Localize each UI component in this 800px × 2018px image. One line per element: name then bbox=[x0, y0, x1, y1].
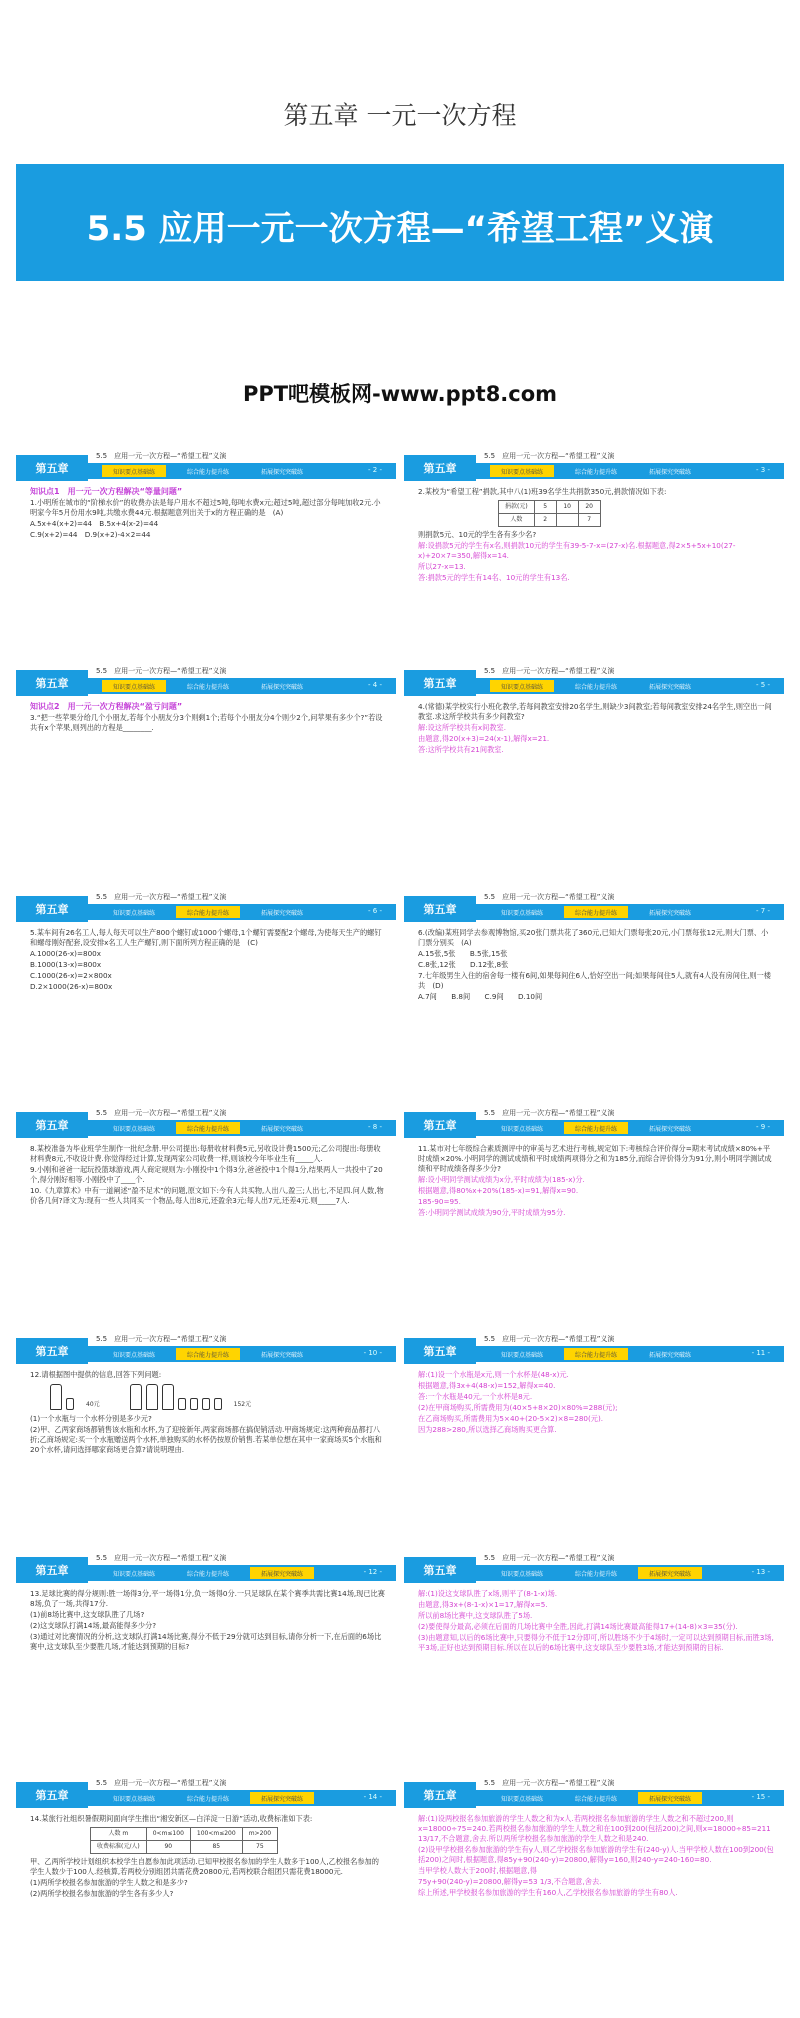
cup-icon bbox=[202, 1398, 210, 1410]
tab-extension[interactable]: 拓展探究突破练 bbox=[250, 1567, 314, 1579]
cup-icon bbox=[214, 1398, 222, 1410]
page-number: - 6 - bbox=[368, 907, 382, 915]
slide-subtitle: 5.5 应用一元一次方程—“希望工程”义演 bbox=[484, 1109, 615, 1117]
answer-text: 所以27-x=13. bbox=[418, 562, 466, 571]
slide-subtitle: 5.5 应用一元一次方程—“希望工程”义演 bbox=[96, 1335, 227, 1343]
slide-body bbox=[30, 1144, 386, 1207]
chapter-badge: 第五章 bbox=[404, 896, 476, 922]
table-cell: 2 bbox=[534, 514, 556, 527]
question-text: 10.《九章算术》中有一道阐述“盈不足术”的问题,原文如下:今有人共买物,人出八,盈三;人出七,不足四.问人数,物价各几何?译文为:现有一些人共同买一个物品,每人出8元,还盈余3元;每人出7元,还差4元.则_____7人. bbox=[30, 1186, 384, 1205]
table-cell: 100<m≤200 bbox=[190, 1828, 242, 1841]
answer-text: 解:(1)设一个水瓶是x元,则一个水杯是(48-x)元. bbox=[418, 1370, 569, 1379]
chapter-badge: 第五章 bbox=[404, 1338, 476, 1364]
table-cell: 20 bbox=[578, 501, 600, 514]
table-cell: 5 bbox=[534, 501, 556, 514]
page-number: - 11 - bbox=[751, 1349, 770, 1357]
table-cell: 人数 bbox=[499, 514, 535, 527]
question-text: 7.七年级男生入住的宿舍每一楼有6间,如果每间住6人,恰好空出一间;如果每间住5人,就有4人没有房间住,则一楼共 (D) bbox=[418, 971, 771, 990]
answer-text: 解:(1)设两校报名参加旅游的学生人数之和为x人.若两校报名参加旅游的学生人数之和不超过200,则x=18000÷75=240.若两校报名参加旅游的学生人数之和在100到200(包括200)之间,则x=18000÷85=211 13/17,不合题意,舍去.所以两所学校报名参加旅游的学生人数之和是240. bbox=[418, 1814, 771, 1843]
tab-comprehensive[interactable]: 综合能力提升练 bbox=[574, 468, 617, 476]
page-number: - 4 - bbox=[368, 681, 382, 689]
tab-basic[interactable]: 知识要点基础练 bbox=[112, 1570, 155, 1578]
slide-nav-bar bbox=[88, 678, 396, 694]
answer-text: 根据题意,得80%x+20%(185-x)=91,解得x=90. bbox=[418, 1186, 579, 1195]
slide-13[interactable] bbox=[404, 1553, 784, 1723]
chapter-badge: 第五章 bbox=[404, 1782, 476, 1808]
slide-subtitle: 5.5 应用一元一次方程—“希望工程”义演 bbox=[484, 1554, 615, 1562]
table-cell: 收费标准(元/人) bbox=[91, 1841, 147, 1854]
slide-14[interactable] bbox=[16, 1778, 396, 1948]
question-text: (1)前8场比赛中,这支球队胜了几场? bbox=[30, 1610, 145, 1619]
tab-extension[interactable]: 拓展探究突破练 bbox=[260, 683, 303, 691]
slide-5[interactable] bbox=[404, 666, 784, 836]
slide-header bbox=[404, 1108, 784, 1138]
tab-extension[interactable]: 拓展探究突破练 bbox=[260, 1351, 303, 1359]
slide-subtitle: 5.5 应用一元一次方程—“希望工程”义演 bbox=[96, 893, 227, 901]
question-text: B.1000(13-x)=800x bbox=[30, 960, 102, 969]
answer-text: 在乙商场购买,所需费用为5×40+(20-5×2)×8=280(元). bbox=[418, 1414, 604, 1423]
question-text: (3)通过对比赛情况的分析,这支球队打满14场比赛,得分不低于29分就可达到目标,请你分析一下,在后面的6场比赛中,这支球队至少要胜几场,才能达到预期的目标? bbox=[30, 1632, 382, 1651]
tab-basic[interactable]: 知识要点基础练 bbox=[112, 1795, 155, 1803]
slide-subtitle: 5.5 应用一元一次方程—“希望工程”义演 bbox=[484, 452, 615, 460]
chapter-badge: 第五章 bbox=[16, 1782, 88, 1808]
table-cell: 7 bbox=[578, 514, 600, 527]
slide-body bbox=[418, 1814, 774, 1899]
tab-basic[interactable]: 知识要点基础练 bbox=[500, 1125, 543, 1133]
bottle-icon bbox=[130, 1384, 142, 1410]
slide-header bbox=[404, 451, 784, 481]
tab-comprehensive[interactable]: 综合能力提升练 bbox=[574, 1570, 617, 1578]
tab-comprehensive[interactable]: 综合能力提升练 bbox=[176, 1348, 240, 1360]
slide-subtitle: 5.5 应用一元一次方程—“希望工程”义演 bbox=[96, 1554, 227, 1562]
tab-comprehensive[interactable]: 综合能力提升练 bbox=[574, 683, 617, 691]
question-text: 3.“把一些苹果分给几个小朋友,若每个小朋友分3个则剩1个;若每个小朋友分4个则少2个,问苹果有多少个?”若设共有x个苹果,则列出的方程是________. bbox=[30, 713, 383, 732]
fee-table bbox=[90, 1827, 278, 1854]
table-cell bbox=[556, 514, 578, 527]
slide-subtitle: 5.5 应用一元一次方程—“希望工程”义演 bbox=[96, 452, 227, 460]
answer-text: 由题意,得20(x+3)=24(x-1),解得x=21. bbox=[418, 734, 550, 743]
chapter-badge: 第五章 bbox=[16, 896, 88, 922]
slide-3[interactable] bbox=[404, 451, 784, 621]
question-text: 12.请根据图中提供的信息,回答下列问题: bbox=[30, 1370, 162, 1379]
bottle-icon bbox=[50, 1384, 62, 1410]
slide-body bbox=[418, 1370, 774, 1436]
answer-text: 答:小明同学测试成绩为90分,平时成绩为95分. bbox=[418, 1208, 566, 1217]
question-text: 14.某旅行社组织暑假期间面向学生推出“湘安新区—白洋淀一日游”活动,收费标准如下表: bbox=[30, 1814, 313, 1823]
price-label: 152元 bbox=[233, 1401, 252, 1408]
page-number: - 3 - bbox=[756, 466, 770, 474]
answer-text: 解:设小明同学测试成绩为x分,平时成绩为(185-x)分. bbox=[418, 1175, 585, 1184]
slide-nav-bar bbox=[476, 1565, 784, 1581]
chapter-badge: 第五章 bbox=[404, 1557, 476, 1583]
price-label: 40元 bbox=[86, 1401, 100, 1408]
slide-nav-bar bbox=[476, 1346, 784, 1362]
slide-body bbox=[30, 1814, 386, 1900]
slide-nav-bar bbox=[476, 1120, 784, 1136]
slide-header bbox=[404, 1778, 784, 1808]
answer-text: (2)设甲学校报名参加旅游的学生有y人,则乙学校报名参加旅游的学生有(240-y)人.当甲学校人数在100到200(包括200)之间时,根据题意,得85y+90(240-y)=20800,解得y=160,则240-y=240-160=80. bbox=[418, 1845, 774, 1864]
slide-subtitle: 5.5 应用一元一次方程—“希望工程”义演 bbox=[484, 893, 615, 901]
answer-text: 由题意,得3x+(8-1-x)×1=17,解得x=5. bbox=[418, 1600, 548, 1609]
tab-basic[interactable]: 知识要点基础练 bbox=[500, 1795, 543, 1803]
slide-subtitle: 5.5 应用一元一次方程—“希望工程”义演 bbox=[96, 1779, 227, 1787]
page-number: - 8 - bbox=[368, 1123, 382, 1131]
slide-header bbox=[16, 1108, 396, 1138]
question-text: (1)两所学校报名参加旅游的学生人数之和是多少? bbox=[30, 1878, 188, 1887]
question-text: 5.某车间有26名工人,每人每天可以生产800个螺钉或1000个螺母,1个螺钉需要配2个螺母,为使每天生产的螺钉和螺母刚好配套,设安排x名工人生产螺钉,则下面所列方程正确的是 (C) bbox=[30, 928, 382, 947]
tab-comprehensive[interactable]: 综合能力提升练 bbox=[186, 1795, 229, 1803]
question-text: 2.某校为“希望工程”捐款,其中八(1)班39名学生共捐款350元,捐款情况如下表: bbox=[418, 487, 667, 496]
table-cell: 人数 m bbox=[91, 1828, 147, 1841]
tab-basic[interactable]: 知识要点基础练 bbox=[102, 465, 166, 477]
slide-header bbox=[404, 1553, 784, 1583]
question-text: C.8张,12张 D.12张,8张 bbox=[418, 960, 509, 969]
question-text: A.15张,5张 B.5张,15张 bbox=[418, 949, 508, 958]
section-heading: 知识点2 用一元一次方程解决“盈亏问题” bbox=[30, 702, 183, 711]
page-number: - 10 - bbox=[363, 1349, 382, 1357]
tab-basic[interactable]: 知识要点基础练 bbox=[102, 680, 166, 692]
tab-comprehensive[interactable]: 综合能力提升练 bbox=[186, 468, 229, 476]
tab-basic[interactable]: 知识要点基础练 bbox=[490, 465, 554, 477]
slide-header bbox=[404, 1334, 784, 1364]
tab-comprehensive[interactable]: 综合能力提升练 bbox=[564, 1348, 628, 1360]
question-text: 9.小刚和爸爸一起玩投篮球游戏,两人商定规则为:小刚投中1个得3分,爸爸投中1个得1分,结果两人一共投中了20个,得分刚好相等.小刚投中了____个. bbox=[30, 1165, 383, 1184]
cup-icon bbox=[66, 1398, 74, 1410]
answer-text: 因为288>280,所以选择乙商场购买更合算. bbox=[418, 1425, 557, 1434]
page-number: - 15 - bbox=[751, 1793, 770, 1801]
slide-nav-bar bbox=[88, 1790, 396, 1806]
table-cell: 85 bbox=[190, 1841, 242, 1854]
tab-comprehensive[interactable]: 综合能力提升练 bbox=[564, 1122, 628, 1134]
tab-extension[interactable]: 拓展探究突破练 bbox=[648, 1351, 691, 1359]
slide-4[interactable] bbox=[16, 666, 396, 836]
tab-comprehensive[interactable]: 综合能力提升练 bbox=[186, 1570, 229, 1578]
section-heading: 知识点1 用一元一次方程解决“等量问题” bbox=[30, 487, 183, 496]
tab-basic[interactable]: 知识要点基础练 bbox=[500, 1351, 543, 1359]
question-text: (2)这支球队打满14场,最高能得多少分? bbox=[30, 1621, 157, 1630]
question-text: A.7间 B.8间 C.9间 D.10间 bbox=[418, 992, 543, 1001]
chapter-badge: 第五章 bbox=[16, 1112, 88, 1138]
tab-basic[interactable]: 知识要点基础练 bbox=[112, 1351, 155, 1359]
question-text: 11.某市对七年级综合素质测评中的审美与艺术进行考核,规定如下:考核综合评价得分=期末考试成绩×80%+平时成绩×20%.小明同学的测试成绩和平时成绩两项得分之和为185分,而综合评价得分为91分,则小明同学测试成绩和平时成绩各得多少分? bbox=[418, 1144, 772, 1173]
slide-subtitle: 5.5 应用一元一次方程—“希望工程”义演 bbox=[484, 667, 615, 675]
answer-text: (2)在甲商场购买,所需费用为(40×5+8×20)×80%=288(元); bbox=[418, 1403, 618, 1412]
tab-comprehensive[interactable]: 综合能力提升练 bbox=[574, 1795, 617, 1803]
banner-title: 5.5 应用一元一次方程—“希望工程”义演 bbox=[86, 209, 714, 249]
table-cell: 捐款(元) bbox=[499, 501, 535, 514]
answer-text: 答:捐款5元的学生有14名、10元的学生有13名. bbox=[418, 573, 570, 582]
question-text: 6.(改编)某班同学去参观博物馆,买20张门票共花了360元,已知大门票每张20元,小门票每张12元,则大门票、小门票分别买 (A) bbox=[418, 928, 769, 947]
tab-extension[interactable]: 拓展探究突破练 bbox=[260, 468, 303, 476]
table-cell: 75 bbox=[242, 1841, 277, 1854]
question-text: 8.某校准备为毕业班学生制作一批纪念册.甲公司提出:每册收材料费5元,另收设计费1500元;乙公司提出:每册收材料费8元,不收设计费.你觉得经过计算,发现两家公司收费一样,则该校今年毕业生有_____人. bbox=[30, 1144, 381, 1163]
question-text: D.2×1000(26-x)=800x bbox=[30, 982, 113, 991]
question-text: A.5x+4(x+2)=44 B.5x+4(x-2)=44 bbox=[30, 519, 159, 528]
question-text: 1.小明所在城市的“阶梯水价”的收费办法是每户用水不超过5吨,每吨水费x元;超过5吨,超过部分每吨加收2元.小明家今年5月份用水9吨,共缴水费44元.根据题意列出关于x的方程正确的是 (A) bbox=[30, 498, 381, 517]
answer-text: 解:设这所学校共有x间教室. bbox=[418, 723, 507, 732]
answer-text: 185-90=95. bbox=[418, 1197, 461, 1206]
tab-comprehensive[interactable]: 综合能力提升练 bbox=[176, 906, 240, 918]
page-number: - 13 - bbox=[751, 1568, 770, 1576]
slide-subtitle: 5.5 应用一元一次方程—“希望工程”义演 bbox=[484, 1779, 615, 1787]
slide-nav-bar bbox=[476, 463, 784, 479]
chapter-badge: 第五章 bbox=[16, 455, 88, 481]
slide-body bbox=[30, 702, 386, 734]
slide-15[interactable] bbox=[404, 1778, 784, 1948]
answer-text: 解:(1)设这支球队胜了x场,则平了(8-1-x)场. bbox=[418, 1589, 558, 1598]
question-text: 4.(常德)某学校实行小班化教学,若每间教室安排20名学生,则缺少3间教室;若每间教室安排24名学生,则空出一间教室.求这所学校共有多少间教室? bbox=[418, 702, 772, 721]
slide-header bbox=[16, 1334, 396, 1364]
slide-header bbox=[16, 666, 396, 696]
question-text: (2)甲、乙两家商场都销售该水瓶和水杯,为了迎接新年,两家商场都在搞促销活动.甲商场规定:这两种商品都打八折;乙商场规定:买一个水瓶赠送两个水杯,单独购买的水杯仍按原价销售.若某单位想在其中一家商场买5个水瓶和20个水杯,请问选择哪家商场更合算?请说明理由. bbox=[30, 1425, 382, 1454]
cup-icon bbox=[178, 1398, 186, 1410]
table-cell: 0<m≤100 bbox=[146, 1828, 190, 1841]
bottle-icon bbox=[162, 1384, 174, 1410]
chapter-badge: 第五章 bbox=[404, 455, 476, 481]
slide-subtitle: 5.5 应用一元一次方程—“希望工程”义演 bbox=[484, 1335, 615, 1343]
slide-body bbox=[30, 928, 386, 993]
slide-nav-bar bbox=[476, 1790, 784, 1806]
slide-header bbox=[16, 892, 396, 922]
page-number: - 12 - bbox=[363, 1568, 382, 1576]
bottle-cup-illustration bbox=[50, 1384, 386, 1410]
bottle-set-left bbox=[50, 1384, 100, 1410]
tab-extension[interactable]: 拓展探究突破练 bbox=[648, 468, 691, 476]
slide-header bbox=[16, 1553, 396, 1583]
chapter-badge: 第五章 bbox=[16, 1338, 88, 1364]
answer-text: 当甲学校人数大于200时,根据题意,得 bbox=[418, 1866, 537, 1875]
answer-text: 答:一个水瓶是40元,一个水杯是8元. bbox=[418, 1392, 533, 1401]
slide-body bbox=[418, 702, 774, 756]
slide-header bbox=[16, 1778, 396, 1808]
slide-nav-bar bbox=[88, 904, 396, 920]
answer-text: 综上所述,甲学校报名参加旅游的学生有160人,乙学校报名参加旅游的学生有80人. bbox=[418, 1888, 678, 1897]
bottle-set-right bbox=[130, 1384, 251, 1410]
tab-basic[interactable]: 知识要点基础练 bbox=[500, 909, 543, 917]
donation-table bbox=[498, 500, 601, 527]
question-text: (2)两所学校报名参加旅游的学生各有多少人? bbox=[30, 1889, 174, 1898]
page-number: - 7 - bbox=[756, 907, 770, 915]
slide-nav-bar bbox=[88, 1120, 396, 1136]
slide-body bbox=[418, 1589, 774, 1654]
slide-12[interactable] bbox=[16, 1553, 396, 1723]
slide-7[interactable] bbox=[404, 892, 784, 1062]
slide-subtitle: 5.5 应用一元一次方程—“希望工程”义演 bbox=[96, 667, 227, 675]
slide-8[interactable] bbox=[16, 1108, 396, 1278]
page-number: - 2 - bbox=[368, 466, 382, 474]
slide-10[interactable] bbox=[16, 1334, 396, 1504]
question-text: 13.足球比赛的得分规则:胜一场得3分,平一场得1分,负一场得0分.一只足球队在某个赛季共需比赛14场,现已比赛8场,负了一场,共得17分. bbox=[30, 1589, 385, 1608]
slide-2[interactable] bbox=[16, 451, 396, 621]
question-text: 甲、乙两所学校计划组织本校学生自愿参加此项活动.已知甲校报名参加的学生人数多于100人,乙校报名参加的学生人数少于100人.经核算,若两校分别组团共需花费20800元,若两校联合组团只需花费18000元. bbox=[30, 1857, 379, 1876]
tab-comprehensive[interactable]: 综合能力提升练 bbox=[186, 683, 229, 691]
answer-text: 所以前8场比赛中,这支球队胜了5场. bbox=[418, 1611, 533, 1620]
table-cell: 90 bbox=[146, 1841, 190, 1854]
cup-icon bbox=[190, 1398, 198, 1410]
slide-nav-bar bbox=[476, 904, 784, 920]
tab-extension[interactable]: 拓展探究突破练 bbox=[638, 1567, 702, 1579]
slide-body bbox=[30, 487, 386, 541]
page-number: - 5 - bbox=[756, 681, 770, 689]
chapter-badge: 第五章 bbox=[16, 1557, 88, 1583]
tab-comprehensive[interactable]: 综合能力提升练 bbox=[564, 906, 628, 918]
tab-basic[interactable]: 知识要点基础练 bbox=[500, 1570, 543, 1578]
slide-6[interactable] bbox=[16, 892, 396, 1062]
tab-comprehensive[interactable]: 综合能力提升练 bbox=[176, 1122, 240, 1134]
slide-9[interactable] bbox=[404, 1108, 784, 1278]
slide-body bbox=[30, 1589, 386, 1653]
tab-extension[interactable]: 拓展探究突破练 bbox=[648, 909, 691, 917]
page-number: - 9 - bbox=[756, 1123, 770, 1131]
slide-body bbox=[418, 1144, 774, 1219]
tab-basic[interactable]: 知识要点基础练 bbox=[112, 1125, 155, 1133]
tab-extension[interactable]: 拓展探究突破练 bbox=[260, 909, 303, 917]
answer-text: (2)要使得分最高,必须在后面的几场比赛中全胜,因此,打满14场比赛最高能得17+(14-8)×3=35(分). bbox=[418, 1622, 738, 1631]
tab-extension[interactable]: 拓展探究突破练 bbox=[260, 1125, 303, 1133]
chapter-badge: 第五章 bbox=[404, 1112, 476, 1138]
answer-text: 解:设捐款5元的学生有x名,则捐款10元的学生有39-5-7-x=(27-x)名.根据题意,得2×5+5x+10(27-x)+20×7=350,解得x=14. bbox=[418, 541, 736, 560]
slide-header bbox=[404, 892, 784, 922]
answer-text: (3)由题意知,以后的6场比赛中,只要得分不低于12分即可,所以胜场不少于4场时,一定可以达到预期目标,而胜3场,平3场,正好也达到预期目标.所以在以后的6场比赛中,这支球队至少要胜3场,才能达到预期的目标. bbox=[418, 1633, 774, 1652]
website-label: PPT吧模板网-www.ppt8.com bbox=[242, 382, 558, 406]
slide-body bbox=[30, 1370, 386, 1456]
table-cell: m>200 bbox=[242, 1828, 277, 1841]
answer-text: 答:这所学校共有21间教室. bbox=[418, 745, 504, 754]
page-number: - 14 - bbox=[363, 1793, 382, 1801]
tab-extension[interactable]: 拓展探究突破练 bbox=[638, 1792, 702, 1804]
slide-nav-bar bbox=[476, 678, 784, 694]
chapter-badge: 第五章 bbox=[16, 670, 88, 696]
question-text: (1)一个水瓶与一个水杯分别是多少元? bbox=[30, 1414, 152, 1423]
chapter-badge: 第五章 bbox=[404, 670, 476, 696]
tab-extension[interactable]: 拓展探究突破练 bbox=[648, 683, 691, 691]
slide-nav-bar bbox=[88, 463, 396, 479]
slide-header bbox=[16, 451, 396, 481]
table-cell: 10 bbox=[556, 501, 578, 514]
slide-subtitle: 5.5 应用一元一次方程—“希望工程”义演 bbox=[96, 1109, 227, 1117]
tab-extension[interactable]: 拓展探究突破练 bbox=[648, 1125, 691, 1133]
slide-nav-bar bbox=[88, 1346, 396, 1362]
chapter-heading: 第五章 一元一次方程 bbox=[283, 101, 517, 130]
question-text: C.9(x+2)=44 D.9(x+2)-4×2=44 bbox=[30, 530, 151, 539]
slide-header bbox=[404, 666, 784, 696]
tab-extension[interactable]: 拓展探究突破练 bbox=[250, 1792, 314, 1804]
question-text: C.1000(26-x)=2×800x bbox=[30, 971, 112, 980]
title-banner bbox=[16, 164, 784, 281]
slide-11[interactable] bbox=[404, 1334, 784, 1504]
bottle-icon bbox=[146, 1384, 158, 1410]
slide-body bbox=[418, 928, 774, 1003]
question-text: A.1000(26-x)=800x bbox=[30, 949, 101, 958]
slide-nav-bar bbox=[88, 1565, 396, 1581]
answer-text: 75y+90(240-y)=20800,解得y=53 1/3,不合题意,舍去. bbox=[418, 1877, 602, 1886]
slide-body bbox=[418, 487, 774, 584]
tab-basic[interactable]: 知识要点基础练 bbox=[490, 680, 554, 692]
tab-basic[interactable]: 知识要点基础练 bbox=[112, 909, 155, 917]
answer-text: 根据题意,得3x+4(48-x)=152,解得x=40. bbox=[418, 1381, 556, 1390]
question-text: 则捐款5元、10元的学生各有多少名? bbox=[418, 530, 537, 539]
